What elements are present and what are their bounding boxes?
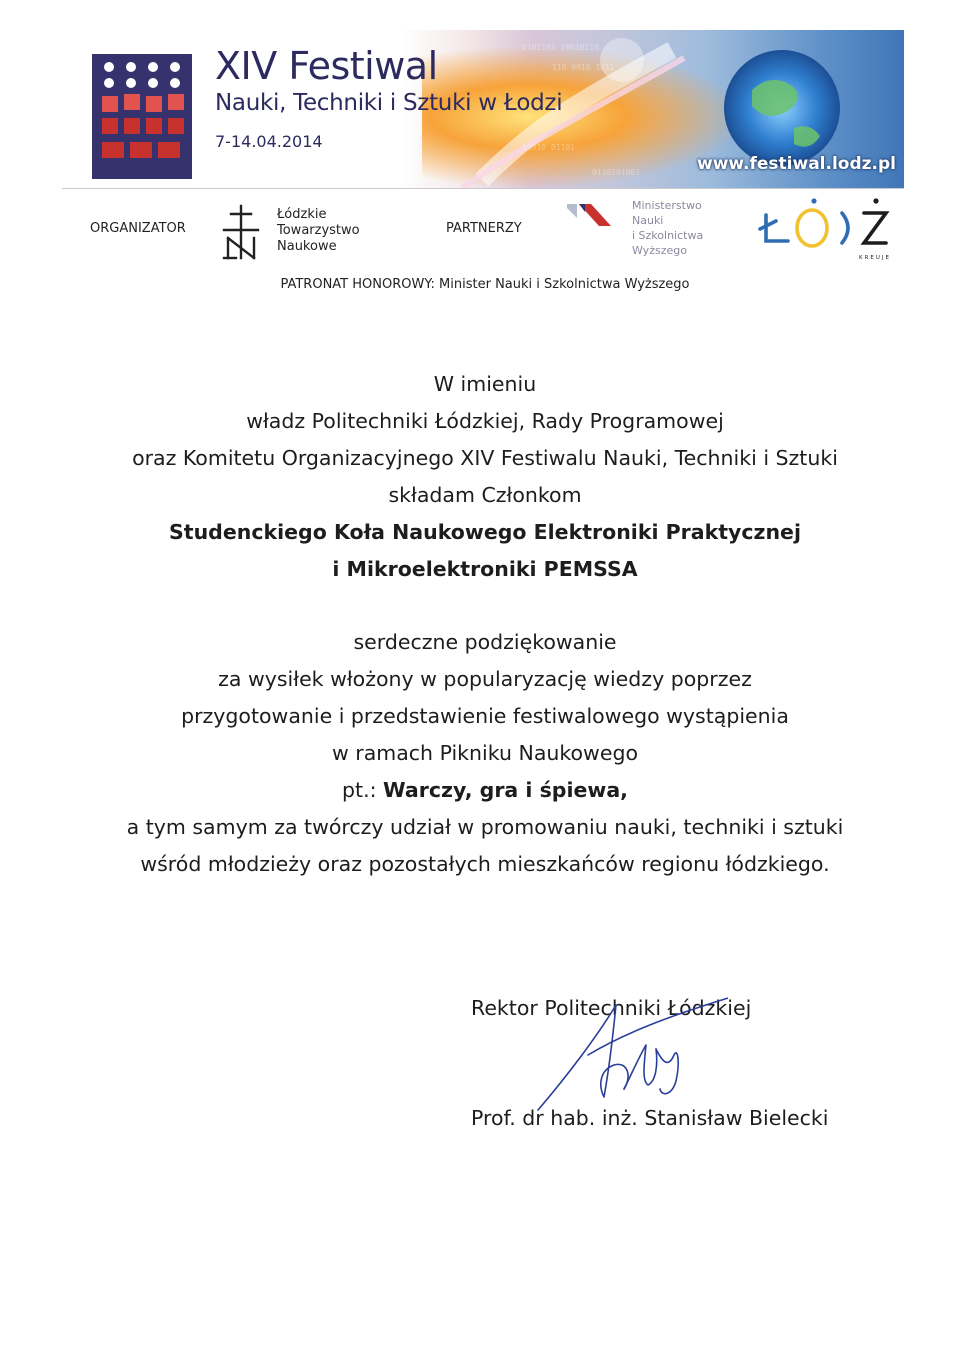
letter-line: oraz Komitetu Organizacyjnego XIV Festiwalu Nauki, Techniki i Sztuki <box>132 446 838 470</box>
ministry-logo-icon <box>563 200 613 228</box>
performance-line <box>0 772 970 809</box>
festival-banner <box>92 30 904 188</box>
letter-body <box>0 366 970 883</box>
lodz-city-logo-icon <box>758 195 892 261</box>
title-prefix: pt.: <box>342 778 384 802</box>
festival-dates: 7-14.04.2014 <box>215 132 323 151</box>
letter-line: w ramach Pikniku Naukowego <box>331 741 638 765</box>
svg-text:0110101001: 0110101001 <box>592 168 641 177</box>
letter-line: serdeczne podziękowanie <box>353 630 617 654</box>
letter-line: W imieniu <box>433 372 537 396</box>
festival-url: www.festiwal.lodz.pl <box>697 154 896 174</box>
ministry-name: Ministerstwo Nauki i Szkolnictwa Wyższego <box>632 199 704 257</box>
letter-line: za wysiłek włożony w popularyzację wiedzy poprzez <box>218 667 752 691</box>
festival-subtitle: Nauki, Techniki i Sztuki w Łodzi <box>215 90 563 116</box>
organizer-name: Łódzkie Towarzystwo Naukowe <box>277 207 360 254</box>
recipient-line: i Mikroelektroniki PEMSSA <box>332 557 638 581</box>
organizer-label: ORGANIZATOR <box>90 221 186 236</box>
letter-line: wśród młodzieży oraz pozostałych mieszkańców regionu łódzkiego. <box>140 852 830 876</box>
letter-line: składam Członkom <box>388 483 582 507</box>
recipient-line: Studenckiego Koła Naukowego Elektroniki Praktycznej <box>169 520 801 544</box>
festival-logo <box>92 54 192 179</box>
lodz-logo-tagline: KREUJE <box>859 255 892 261</box>
letter-line: a tym samym za twórczy udział w promowaniu nauki, techniki i sztuki <box>126 815 844 839</box>
performance-title: Warczy, gra i śpiewa, <box>383 778 628 802</box>
signatory-title: Rektor Politechniki Łódzkiej <box>471 996 752 1020</box>
svg-text:0101101 10010110: 0101101 10010110 <box>522 43 600 52</box>
partners-label: PARTNERZY <box>446 221 522 236</box>
ltn-emblem-icon <box>222 204 260 260</box>
svg-text:10010 01101: 10010 01101 <box>522 143 575 152</box>
honorary-patronage: PATRONAT HONOROWY: Minister Nauki i Szkolnictwa Wyższego <box>280 277 690 292</box>
signatory-name: Prof. dr hab. inż. Stanisław Bielecki <box>471 1106 829 1130</box>
letter-line: władz Politechniki Łódzkiej, Rady Programowej <box>246 409 724 433</box>
svg-text:110 0010 1011: 110 0010 1011 <box>552 63 615 72</box>
letter-line: przygotowanie i przedstawienie festiwalowego wystąpienia <box>181 704 789 728</box>
header-divider <box>62 188 904 189</box>
festival-title: XIV Festiwal <box>215 44 438 88</box>
